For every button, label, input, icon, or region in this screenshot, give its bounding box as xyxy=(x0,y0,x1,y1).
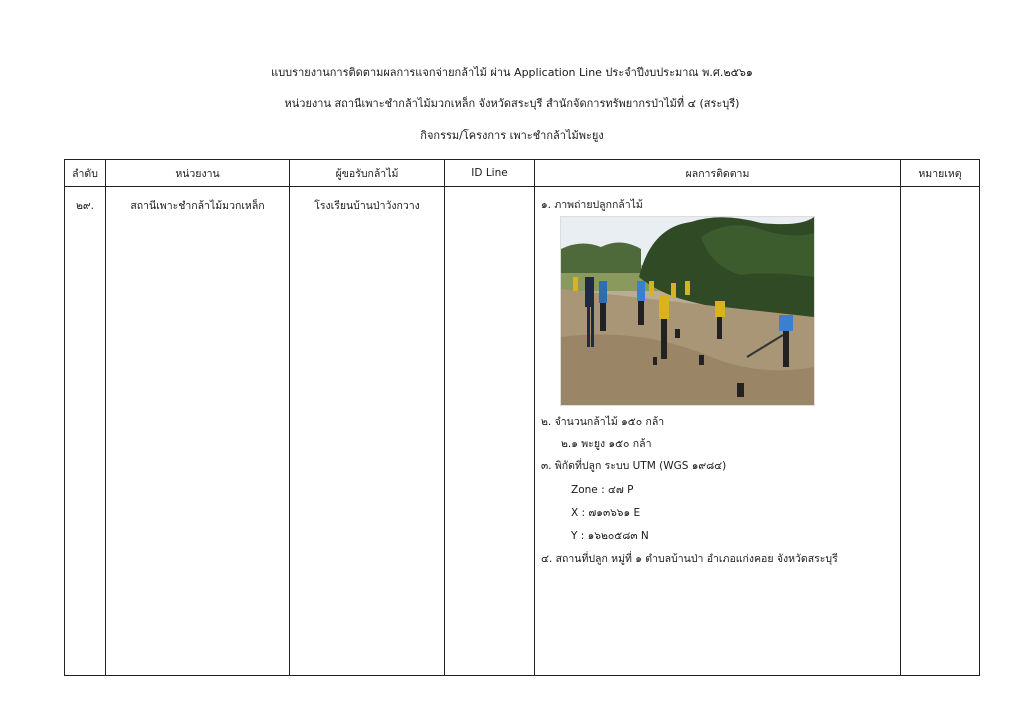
col-header-remark: หมายเหตุ xyxy=(901,160,980,187)
cell-recipient xyxy=(290,187,445,676)
utm-y: Y : ๑๖๒๐๕๘๓ N xyxy=(571,530,649,542)
cell-no xyxy=(65,187,106,676)
cell-result xyxy=(535,187,901,676)
project-line: กิจกรรม/โครงการ เพาะชำกล้าไม้พะยูง xyxy=(420,129,604,142)
recipient-name: โรงเรียนบ้านป่าวังกวาง xyxy=(314,200,420,212)
unit-name: สถานีเพาะชำกล้าไม้มวกเหล็ก xyxy=(130,200,265,212)
utm-zone: Zone : ๔๗ P xyxy=(571,484,634,496)
cell-unit xyxy=(106,187,290,676)
table-row xyxy=(65,187,980,676)
cell-remark xyxy=(901,187,980,676)
col-header-result: ผลการติดตาม xyxy=(535,160,901,187)
planting-location: ๔. สถานที่ปลูก หมู่ที่ ๑ ตำบลบ้านป่า อำเภอแก่งคอย จังหวัดสระบุรี xyxy=(541,553,838,565)
table-header-row xyxy=(65,160,980,187)
remark-value xyxy=(901,187,979,197)
utm-x: X : ๗๑๓๖๖๑ E xyxy=(571,507,641,519)
row-number: ๒๙. xyxy=(76,200,94,212)
id-line-value xyxy=(445,187,534,197)
photo-title: ๑. ภาพถ่ายปลูกกล้าไม้ xyxy=(541,199,643,211)
coordinate-title: ๓. พิกัดที่ปลูก ระบบ UTM (WGS ๑๙๘๔) xyxy=(541,460,727,472)
species-count: ๒.๑ พะยูง ๑๕๐ กล้า xyxy=(561,438,652,450)
agency-line: หน่วยงาน สถานีเพาะชำกล้าไม้มวกเหล็ก จังหวัดสระบุรี สำนักจัดการทรัพยากรป่าไม้ที่ ๔ (สระบุรี) xyxy=(284,97,740,110)
col-header-no: ลำดับ xyxy=(65,160,106,187)
seedling-count: ๒. จำนวนกล้าไม้ ๑๕๐ กล้า xyxy=(541,416,665,428)
cell-id-line xyxy=(445,187,535,676)
col-header-unit: หน่วยงาน xyxy=(106,160,290,187)
report-title: แบบรายงานการติดตามผลการแจกจ่ายกล้าไม้ ผ่าน Application Line ประจำปีงบประมาณ พ.ศ.๒๕๖๑ xyxy=(271,66,753,79)
col-header-id-line: ID Line xyxy=(445,160,535,187)
planting-photo xyxy=(560,216,815,406)
report-table xyxy=(64,159,980,676)
col-header-recipient: ผู้ขอรับกล้าไม้ xyxy=(290,160,445,187)
